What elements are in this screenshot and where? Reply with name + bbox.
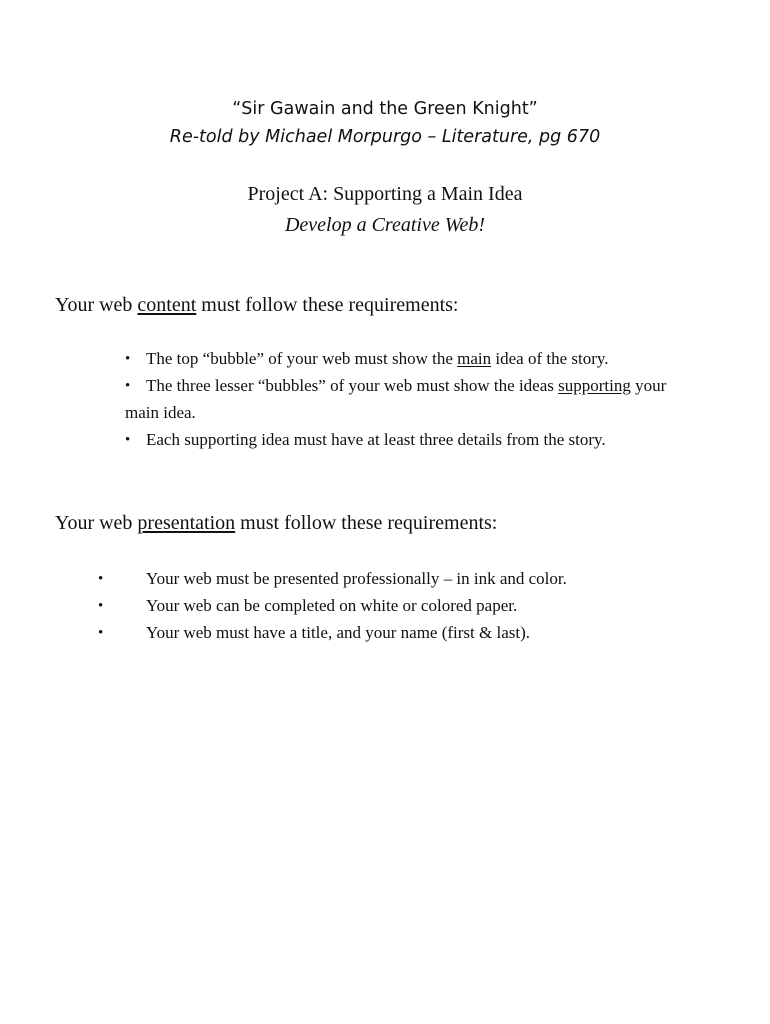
- bullet-marker: •: [125, 432, 131, 448]
- heading-suffix: must follow these requirements:: [235, 512, 498, 534]
- project-subtitle: Develop a Creative Web!: [284, 214, 486, 236]
- underlined-word-supporting: supporting: [558, 376, 631, 395]
- list-item: Your web must be presented professionally – in ink and color.: [146, 569, 567, 588]
- bullet-marker: •: [98, 625, 104, 641]
- bullet-marker: •: [98, 598, 104, 614]
- document-subtitle: Re-told by Michael Morpurgo – Literature, pg 670: [169, 127, 601, 147]
- heading-suffix: must follow these requirements:: [196, 294, 459, 316]
- document-title: “Sir Gawain and the Green Knight”: [232, 99, 538, 119]
- bullet-marker: •: [98, 571, 104, 587]
- heading-prefix: Your web: [55, 294, 138, 316]
- content-requirements-heading: [55, 294, 458, 317]
- list-item-continuation: main idea.: [125, 403, 196, 422]
- underlined-word-main: main: [457, 349, 492, 368]
- list-item: The top “bubble” of your web must show the main idea of the story.: [146, 349, 609, 368]
- presentation-requirements-heading: [55, 512, 497, 535]
- bullet-marker: •: [125, 351, 131, 367]
- heading-keyword-content: content: [137, 294, 197, 316]
- bullet-marker: •: [125, 378, 131, 394]
- list-item: Each supporting idea must have at least three details from the story.: [146, 430, 606, 449]
- heading-prefix: Your web: [55, 512, 138, 534]
- project-title: Project A: Supporting a Main Idea: [247, 183, 523, 205]
- heading-keyword-presentation: presentation: [137, 512, 236, 534]
- list-item: The three lesser “bubbles” of your web must show the ideas supporting your: [146, 376, 667, 395]
- list-item: Your web must have a title, and your name (first & last).: [146, 623, 531, 642]
- list-item: Your web can be completed on white or colored paper.: [146, 596, 518, 615]
